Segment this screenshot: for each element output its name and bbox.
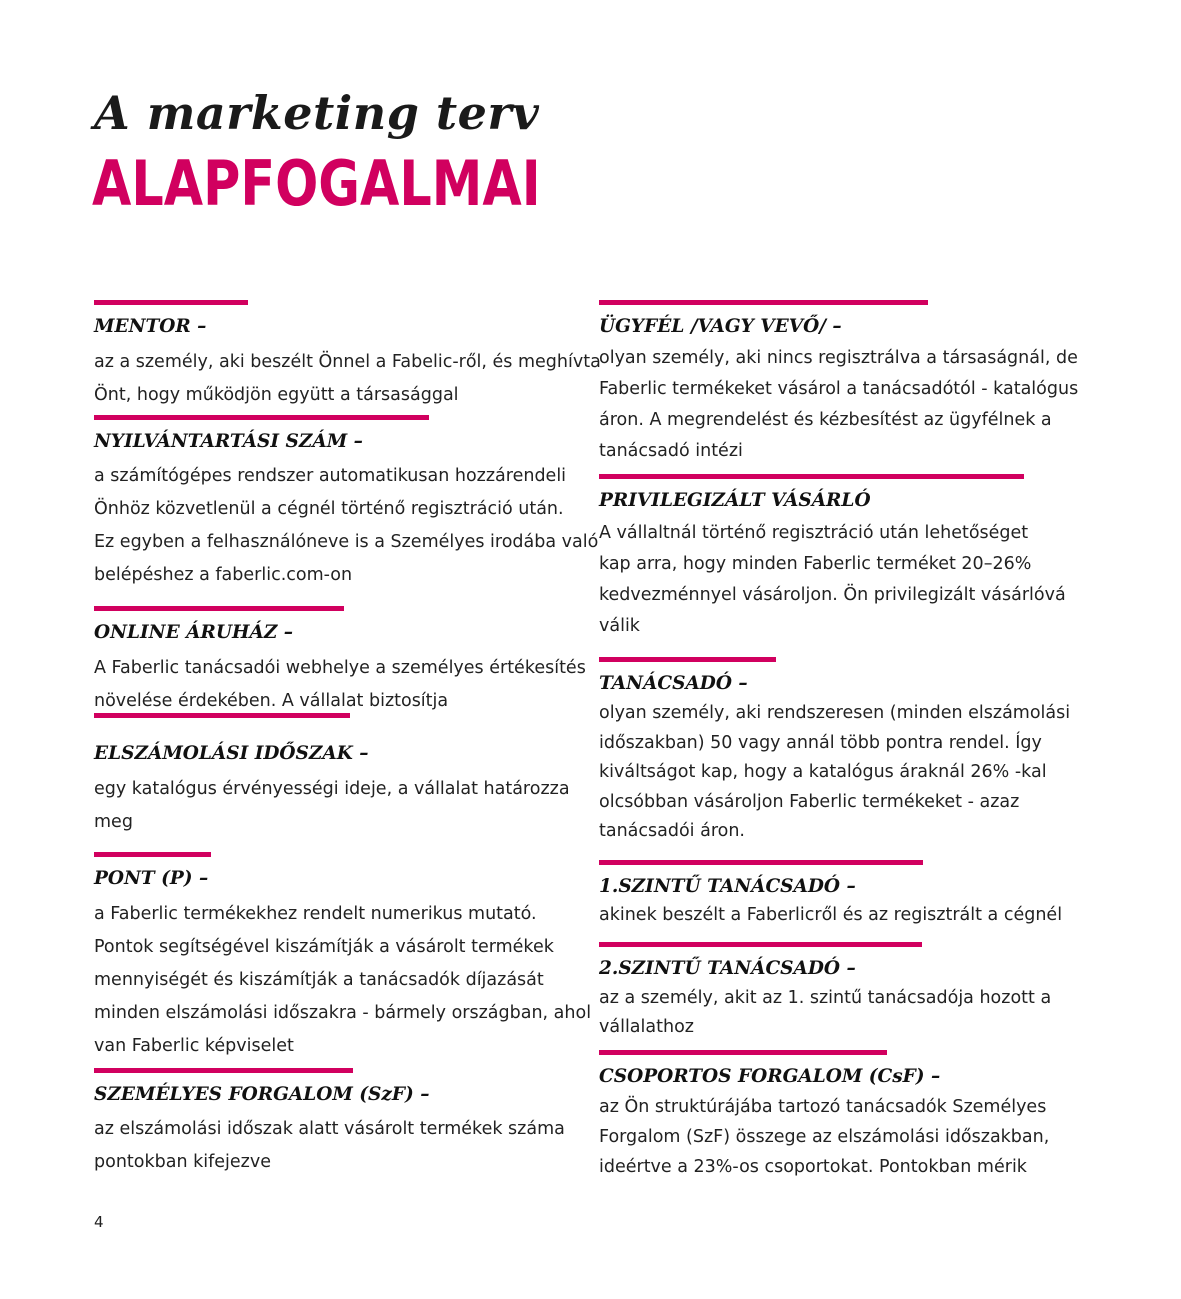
- term-text: A Faberlic tanácsadói webhelye a személyes értékesítés növelése érdekében. A vállalat biztosítja: [94, 658, 586, 711]
- term-bar: [94, 606, 344, 611]
- term-title: SZEMÉLYES FORGALOM (SzF) –: [94, 1084, 430, 1105]
- term-title: TANÁCSADÓ –: [599, 673, 748, 694]
- term-szemelyes-forgalom: [94, 1068, 565, 1179]
- term-bar: [599, 860, 923, 865]
- term-mentor: [94, 300, 601, 412]
- term-text: olyan személy, aki rendszeresen (minden elszámolási időszakban) 50 vagy annál több pontra rendel. Így kiváltságot kap, hogy a katalógus áraknál 26% -kal olcsóbban vásároljon Faberlic termékeket - azaz tanácsadói áron.: [599, 703, 1071, 841]
- term-title: PRIVILEGIZÁLT VÁSÁRLÓ: [599, 490, 871, 511]
- term-bar: [94, 1068, 353, 1073]
- term-bar: [94, 300, 248, 305]
- page-number: 4: [94, 1213, 104, 1231]
- term-bar: [94, 415, 429, 420]
- term-title: ELSZÁMOLÁSI IDŐSZAK –: [94, 743, 369, 764]
- term-elszamolasi-idoszak: [94, 713, 570, 839]
- term-tanacsado: [599, 657, 1070, 847]
- term-text: az Ön struktúrájába tartozó tanácsadók Személyes Forgalom (SzF) összege az elszámolási időszakban, ideértve a 23%-os csoportokat. Pontokban mérik: [599, 1097, 1050, 1177]
- term-title: ONLINE ÁRUHÁZ –: [94, 622, 294, 643]
- term-1-szintu-tanacsado: [599, 860, 1062, 930]
- title-script: A marketing terv: [94, 86, 540, 140]
- term-bar: [599, 657, 776, 662]
- term-pont: [94, 852, 591, 1063]
- term-ugyfel: [599, 300, 1078, 467]
- term-bar: [599, 300, 928, 305]
- term-text: egy katalógus érvényességi ideje, a vállalat határozza meg: [94, 779, 570, 832]
- term-text: a Faberlic termékekhez rendelt numerikus mutató. Pontok segítségével kiszámítják a vásárolt termékek mennyiségét és kiszámítják a tanácsadók díjazását minden elszámolási időszakra - bármely országban, ahol van Faberlic képviselet: [94, 904, 592, 1056]
- term-text: a számítógépes rendszer automatikusan hozzárendeli Önhöz közvetlenül a cégnél történő regisztráció után. Ez egyben a felhasználóneve is a Személyes irodába való belépéshez a faberlic.com-on: [94, 466, 599, 585]
- term-text: az elszámolási időszak alatt vásárolt termékek száma pontokban kifejezve: [94, 1119, 565, 1172]
- term-nyilvantartasi-szam: [94, 415, 598, 592]
- term-title: NYILVÁNTARTÁSI SZÁM –: [94, 431, 363, 452]
- term-2-szintu-tanacsado: [599, 942, 1051, 1042]
- term-text: az a személy, akit az 1. szintű tanácsadója hozott a vállalathoz: [599, 988, 1052, 1037]
- term-bar: [599, 1050, 887, 1055]
- term-title: CSOPORTOS FORGALOM (CsF) –: [599, 1066, 941, 1087]
- term-csoportos-forgalom: [599, 1050, 1049, 1182]
- term-text: olyan személy, aki nincs regisztrálva a társaságnál, de Faberlic termékeket vásárol a tanácsadótól - katalógus áron. A megrendelést és kézbesítést az ügyfélnek a tanácsadó intézi: [599, 348, 1079, 461]
- page-title: ALAPFOGALMAI: [92, 147, 541, 220]
- term-online-aruhaz: [94, 606, 586, 718]
- term-text: A vállaltnál történő regisztráció után lehetőséget kap arra, hogy minden Faberlic terméket 20–26% kedvezménnyel vásároljon. Ön privilegizált vásárlóvá válik: [599, 523, 1066, 636]
- term-bar: [94, 713, 350, 718]
- term-text: az a személy, aki beszélt Önnel a Fabelic-ről, és meghívta Önt, hogy működjön együtt a társasággal: [94, 352, 601, 405]
- term-bar: [599, 942, 922, 947]
- term-bar: [94, 852, 211, 857]
- term-title: 2.SZINTŰ TANÁCSADÓ –: [599, 958, 856, 979]
- term-title: ÜGYFÉL /VAGY VEVŐ/ –: [599, 316, 842, 337]
- term-bar: [599, 474, 1024, 479]
- term-title: 1.SZINTŰ TANÁCSADÓ –: [599, 876, 856, 897]
- term-text: akinek beszélt a Faberlicről és az regisztrált a cégnél: [599, 905, 1063, 925]
- term-privilegizalt-vasarlo: [599, 474, 1066, 642]
- term-title: PONT (P) –: [94, 868, 209, 889]
- term-title: MENTOR –: [94, 316, 207, 337]
